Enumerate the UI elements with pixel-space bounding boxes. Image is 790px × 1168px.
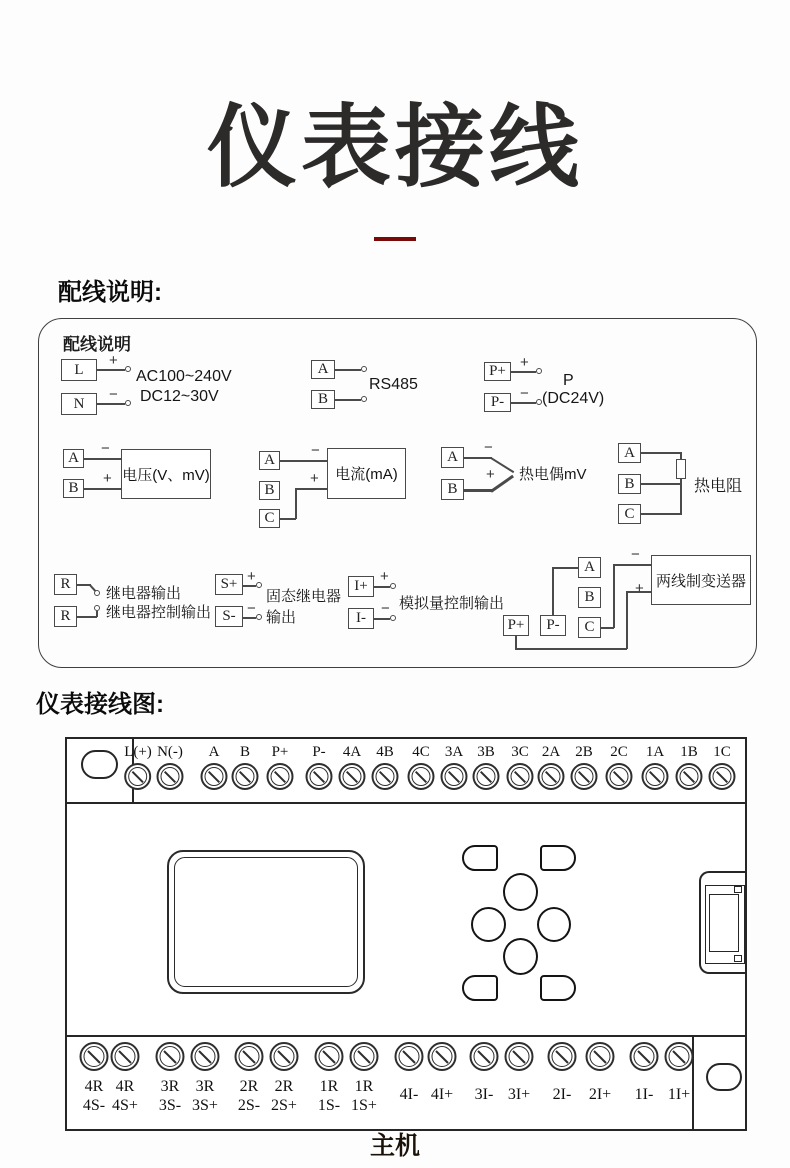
contact-dot	[94, 590, 100, 596]
terminal-box-A: A	[63, 449, 84, 468]
wire	[641, 513, 682, 515]
wire	[84, 458, 121, 460]
device-caption: 主机	[369, 1133, 420, 1160]
screw-terminal-icon	[586, 1042, 615, 1071]
terminal-column	[339, 744, 366, 790]
wiring-notes-heading: 配线说明:	[58, 279, 162, 306]
button-top-right[interactable]	[540, 845, 576, 871]
terminal-box-A: A	[578, 557, 601, 578]
screw-terminal-icon	[191, 1042, 220, 1071]
title-underline	[374, 237, 416, 241]
screw-terminal-icon	[201, 763, 228, 790]
terminal-column	[548, 1042, 577, 1104]
plus-sign: +	[103, 470, 112, 487]
page-title: 仪表接线	[207, 98, 583, 198]
terminal-label: 2C	[610, 744, 628, 760]
screw-terminal-icon	[548, 1042, 577, 1071]
screw-terminal-icon	[709, 763, 736, 790]
contact-dot	[94, 605, 100, 611]
minus-sign: −	[631, 546, 640, 563]
terminal-label-line: 4R	[84, 1078, 104, 1095]
screw-terminal-icon	[630, 1042, 659, 1071]
wire	[97, 403, 125, 405]
terminal-box-B: B	[311, 390, 335, 409]
terminal-box-S-plus: S+	[215, 574, 243, 595]
terminal-column	[157, 744, 184, 790]
terminal-label: 3I-	[474, 1086, 494, 1103]
terminal-column	[630, 1042, 659, 1104]
screw-terminal-icon	[395, 1042, 424, 1071]
terminal-label: 1C	[713, 744, 731, 760]
voltage-box: 电压(V、mV)	[121, 449, 211, 499]
wire	[84, 488, 121, 490]
terminal-label: 4A	[342, 744, 362, 760]
button-down[interactable]	[503, 938, 538, 975]
terminal-label: 4C	[412, 744, 430, 760]
button-right[interactable]	[537, 907, 571, 942]
screw-terminal-icon	[270, 1042, 299, 1071]
wire	[464, 489, 492, 492]
terminal-label	[351, 1077, 377, 1115]
screw-terminal-icon	[473, 763, 500, 790]
plus-sign: +	[247, 568, 256, 585]
wire	[280, 460, 327, 462]
screw-terminal-icon	[350, 1042, 379, 1071]
terminal-column	[408, 744, 435, 790]
wiring-panel-label: 配线说明	[63, 335, 131, 354]
terminal-label: A	[208, 744, 220, 760]
screw-terminal-icon	[306, 763, 333, 790]
terminal-column	[201, 744, 228, 790]
wire	[335, 399, 361, 401]
wire	[243, 617, 256, 619]
terminal-label: 4I+	[430, 1086, 454, 1103]
terminal-box-B: B	[441, 479, 464, 500]
terminal-column	[441, 744, 468, 790]
minus-sign: −	[520, 385, 529, 402]
terminal-column	[676, 744, 703, 790]
terminal-box-A: A	[618, 443, 641, 463]
screw-terminal-icon	[676, 763, 703, 790]
wire-end-dot	[125, 400, 131, 406]
wiring-notes-panel	[38, 318, 757, 668]
terminal-column	[315, 1042, 344, 1115]
screw-terminal-icon	[505, 1042, 534, 1071]
wire-end-dot	[536, 368, 542, 374]
terminal-column	[235, 1042, 264, 1115]
screw-terminal-icon	[642, 763, 669, 790]
terminal-box-P-plus: P+	[503, 615, 529, 636]
terminal-label	[318, 1077, 340, 1115]
terminal-label: 1A	[645, 744, 665, 760]
screw-terminal-icon	[408, 763, 435, 790]
wire	[613, 564, 615, 628]
terminal-label: 4I-	[399, 1086, 419, 1103]
plus-sign: +	[520, 354, 529, 371]
terminal-label-line: 1R	[319, 1078, 339, 1095]
terminal-label: P+	[271, 744, 289, 760]
terminal-label-line: 3R	[195, 1078, 215, 1095]
screw-terminal-icon	[125, 763, 152, 790]
terminal-column	[80, 1042, 109, 1115]
lcd-display-inner	[174, 857, 358, 987]
terminal-column	[270, 1042, 299, 1115]
terminal-label: N(-)	[157, 744, 183, 760]
screw-terminal-icon	[470, 1042, 499, 1071]
bottom-terminal-strip	[67, 1035, 745, 1129]
terminal-label-line: 4R	[115, 1078, 135, 1095]
terminal-column	[473, 744, 500, 790]
screw-terminal-icon	[428, 1042, 457, 1071]
terminal-label	[159, 1077, 181, 1115]
terminal-label	[238, 1077, 260, 1115]
terminal-column	[505, 1042, 534, 1104]
terminal-column	[232, 744, 259, 790]
screw-terminal-icon	[111, 1042, 140, 1071]
button-top-left[interactable]	[462, 845, 498, 871]
wire-end-dot	[256, 614, 262, 620]
terminal-label-line: 1R	[354, 1078, 374, 1095]
terminal-label: 3I+	[507, 1086, 531, 1103]
plus-sign: +	[635, 580, 644, 597]
wire	[511, 371, 536, 373]
wire	[641, 483, 682, 485]
rtd-label: 热电阻	[694, 478, 743, 495]
wire	[626, 591, 628, 649]
terminal-label: 1B	[680, 744, 698, 760]
wire	[641, 452, 682, 454]
terminal-box-N: N	[61, 393, 97, 415]
wire	[464, 457, 492, 459]
minus-sign: −	[101, 440, 110, 457]
terminal-column	[306, 744, 333, 790]
button-up[interactable]	[503, 873, 538, 911]
wire	[77, 616, 97, 618]
terminal-box-C: C	[578, 617, 601, 638]
terminal-box-I-minus: I-	[348, 608, 374, 629]
minus-sign: −	[484, 439, 493, 456]
ssr-label-line2: 输出	[266, 609, 297, 626]
wire	[552, 567, 554, 615]
terminal-box-B: B	[63, 479, 84, 498]
terminal-column	[606, 744, 633, 790]
mounting-hole	[706, 1063, 742, 1091]
resistor-symbol	[676, 459, 686, 479]
terminal-box-B: B	[618, 474, 641, 494]
terminal-label-line: 2R	[239, 1078, 259, 1095]
minus-sign: −	[311, 442, 320, 459]
side-connector	[699, 871, 747, 974]
screw-terminal-icon	[571, 763, 598, 790]
terminal-label: 2I+	[588, 1086, 612, 1103]
wire	[680, 452, 682, 459]
terminal-box-P-minus: P-	[540, 615, 566, 636]
wire-end-dot	[256, 582, 262, 588]
terminal-box-B: B	[259, 481, 280, 500]
wire	[243, 585, 256, 587]
screw-terminal-icon	[267, 763, 294, 790]
plus-sign: +	[486, 466, 495, 483]
plus-sign: +	[380, 568, 389, 585]
plus-sign: +	[310, 470, 319, 487]
lcd-display	[167, 850, 365, 994]
wire	[511, 402, 536, 404]
terminal-label: 2B	[575, 744, 593, 760]
terminal-box-S-minus: S-	[215, 606, 243, 627]
terminal-column	[709, 744, 736, 790]
relay-label-line1: 继电器输出	[106, 585, 182, 602]
terminal-box-B: B	[578, 587, 601, 608]
wire	[552, 567, 578, 569]
p24-label-line2: (DC24V)	[542, 390, 605, 407]
terminal-label-line: 2S+	[271, 1097, 297, 1114]
mounting-hole	[81, 750, 118, 779]
wire	[96, 611, 98, 617]
screw-terminal-icon	[232, 763, 259, 790]
terminal-box-A: A	[441, 447, 464, 468]
wire	[613, 564, 651, 566]
terminal-label	[192, 1077, 218, 1115]
wire-end-dot	[390, 583, 396, 589]
screw-terminal-icon	[235, 1042, 264, 1071]
relay-label-line2: 继电器控制输出	[106, 604, 212, 621]
terminal-box-R1: R	[54, 574, 77, 595]
terminal-column	[538, 744, 565, 790]
screw-terminal-icon	[665, 1042, 694, 1071]
terminal-label: 2A	[541, 744, 561, 760]
screw-terminal-icon	[156, 1042, 185, 1071]
minus-sign: −	[381, 600, 390, 617]
screw-terminal-icon	[157, 763, 184, 790]
terminal-column	[350, 1042, 379, 1115]
terminal-label-line: 4S-	[82, 1097, 106, 1114]
transmitter-box: 两线制变送器	[651, 555, 751, 605]
terminal-label-line: 3R	[160, 1078, 180, 1095]
terminal-label: 4B	[376, 744, 394, 760]
terminal-label-line: 3S-	[158, 1097, 182, 1114]
terminal-column	[372, 744, 399, 790]
wire	[295, 488, 327, 490]
rs485-label: RS485	[369, 376, 418, 393]
terminal-label-line: 2S-	[237, 1097, 261, 1114]
connector-tab	[734, 886, 742, 893]
screw-terminal-icon	[80, 1042, 109, 1071]
terminal-box-L: L	[61, 359, 97, 381]
current-box: 电流(mA)	[327, 448, 406, 499]
terminal-column	[191, 1042, 220, 1115]
terminal-label	[112, 1077, 138, 1115]
terminal-box-C: C	[618, 504, 641, 524]
terminal-box-I-plus: I+	[348, 576, 374, 597]
side-connector-slot	[709, 894, 739, 952]
analog-output-label: 模拟量控制输出	[399, 595, 505, 612]
terminal-label: 1I+	[667, 1086, 691, 1103]
terminal-label: B	[239, 744, 250, 760]
wiring-diagram-heading: 仪表接线图:	[36, 691, 164, 718]
terminal-column	[586, 1042, 615, 1104]
wire-end-dot	[361, 396, 367, 402]
screw-terminal-icon	[538, 763, 565, 790]
minus-sign: −	[109, 386, 118, 403]
terminal-label: 3B	[477, 744, 495, 760]
terminal-column	[571, 744, 598, 790]
terminal-label-line: 2R	[274, 1078, 294, 1095]
terminal-column	[642, 744, 669, 790]
connector-tab	[734, 955, 742, 962]
wire	[97, 369, 125, 371]
terminal-column	[156, 1042, 185, 1115]
terminal-column	[470, 1042, 499, 1104]
terminal-label-line: 4S+	[112, 1097, 138, 1114]
terminal-box-C: C	[259, 509, 280, 528]
terminal-box-P-minus: P-	[484, 393, 511, 412]
side-connector-frame	[705, 885, 745, 964]
terminal-column	[124, 744, 152, 790]
wire	[335, 369, 361, 371]
wire	[374, 586, 390, 588]
terminal-label	[83, 1077, 105, 1115]
terminal-label: 2I-	[552, 1086, 572, 1103]
terminal-label-line: 1S-	[317, 1097, 341, 1114]
screw-terminal-icon	[507, 763, 534, 790]
terminal-label-line: 1S+	[351, 1097, 377, 1114]
screw-terminal-icon	[339, 763, 366, 790]
terminal-column	[111, 1042, 140, 1115]
terminal-column	[665, 1042, 694, 1104]
terminal-label	[271, 1077, 297, 1115]
screw-terminal-icon	[606, 763, 633, 790]
terminal-column	[267, 744, 294, 790]
p24-label-line1: P	[563, 372, 574, 389]
screw-terminal-icon	[441, 763, 468, 790]
wire	[515, 648, 627, 650]
terminal-label: L(+)	[124, 744, 152, 760]
terminal-label: 3C	[511, 744, 529, 760]
top-terminal-strip	[67, 739, 745, 804]
terminal-label: 1I-	[634, 1086, 654, 1103]
terminal-label: P-	[312, 744, 326, 760]
wire	[280, 518, 296, 520]
terminal-column	[507, 744, 534, 790]
screw-terminal-icon	[315, 1042, 344, 1071]
wire-end-dot	[125, 366, 131, 372]
terminal-label: 3A	[444, 744, 464, 760]
minus-sign: −	[247, 600, 256, 617]
device-panel	[65, 737, 747, 1131]
terminal-box-A: A	[311, 360, 335, 379]
terminal-box-R2: R	[54, 606, 77, 627]
power-range-line2: DC12~30V	[140, 388, 219, 405]
terminal-label-line: 3S+	[192, 1097, 218, 1114]
button-left[interactable]	[471, 907, 506, 942]
thermocouple-label: 热电偶mV	[519, 466, 587, 483]
screw-terminal-icon	[372, 763, 399, 790]
terminal-column	[428, 1042, 457, 1104]
terminal-box-P-plus: P+	[484, 362, 511, 381]
ssr-label-line1: 固态继电器	[266, 588, 342, 605]
wire-end-dot	[361, 366, 367, 372]
button-bottom-right[interactable]	[540, 975, 576, 1001]
terminal-column	[395, 1042, 424, 1104]
plus-sign: +	[109, 352, 118, 369]
power-range-line1: AC100~240V	[136, 368, 232, 385]
wire	[374, 618, 390, 620]
wire	[295, 488, 297, 519]
wire-end-dot	[390, 615, 396, 621]
terminal-box-A: A	[259, 451, 280, 470]
button-bottom-left[interactable]	[462, 975, 498, 1001]
